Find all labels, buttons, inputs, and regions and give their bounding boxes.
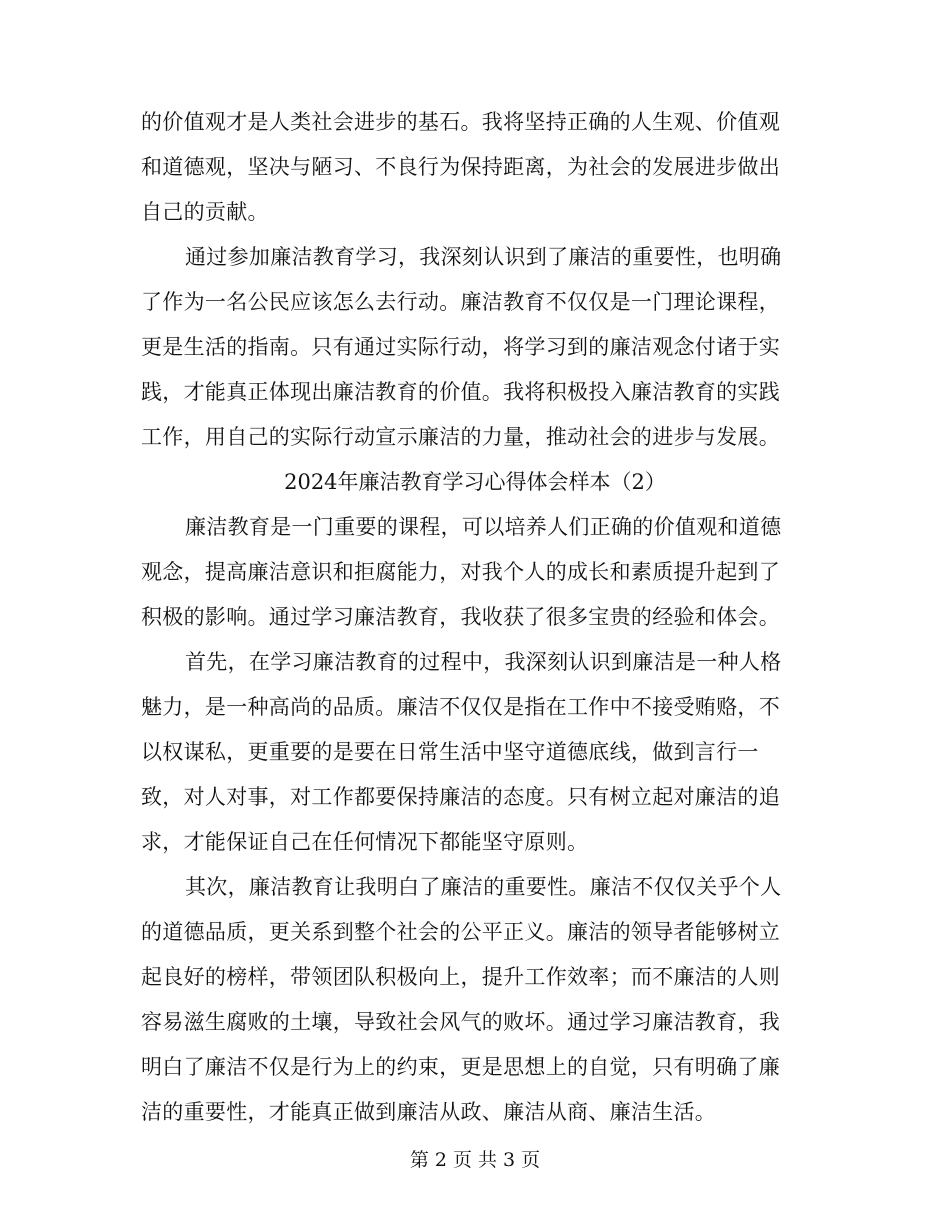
text-line: 和道德观，坚决与陋习、不良行为保持距离，为社会的发展进步做出 (141, 155, 780, 179)
text-line: 容易滋生腐败的土壤，导致社会风气的败坏。通过学习廉洁教育，我 (141, 1010, 780, 1034)
page-number-footer: 第 2 页 共 3 页 (409, 1149, 541, 1171)
text-line: 求，才能保证自己在任何情况下都能坚守原则。 (141, 830, 589, 854)
text-line: 明白了廉洁不仅是行为上的约束，更是思想上的自觉，只有明确了廉 (141, 1055, 780, 1079)
text-line: 首先，在学习廉洁教育的过程中，我深刻认识到廉洁是一种人格 (185, 650, 782, 674)
text-line: 更是生活的指南。只有通过实际行动，将学习到的廉洁观念付诸于实 (141, 335, 780, 359)
text-line: 起良好的榜样，带领团队积极向上，提升工作效率；而不廉洁的人则 (141, 965, 780, 989)
paragraph (141, 505, 809, 640)
text-line: 洁的重要性，才能真正做到廉洁从政、廉洁从商、廉洁生活。 (141, 1100, 717, 1124)
document-body (141, 100, 809, 1135)
text-line: 积极的影响。通过学习廉洁教育，我收获了很多宝贵的经验和体会。 (141, 605, 780, 629)
text-line: 了作为一名公民应该怎么去行动。廉洁教育不仅仅是一门理论课程， (141, 290, 780, 314)
paragraph (141, 640, 809, 865)
text-line: 其次，廉洁教育让我明白了廉洁的重要性。廉洁不仅仅关乎个人 (185, 875, 782, 899)
text-line: 工作，用自己的实际行动宣示廉洁的力量，推动社会的进步与发展。 (141, 425, 780, 449)
text-line: 观念，提高廉洁意识和拒腐能力，对我个人的成长和素质提升起到了 (141, 560, 780, 584)
paragraph-continuation (141, 100, 809, 235)
text-line: 自己的贡献。 (141, 200, 269, 224)
paragraph (141, 865, 809, 1135)
section-title: 2024年廉洁教育学习心得体会样本（2） (284, 470, 666, 494)
text-line: 的价值观才是人类社会进步的基石。我将坚持正确的人生观、价值观 (141, 110, 780, 134)
text-line: 的道德品质，更关系到整个社会的公平正义。廉洁的领导者能够树立 (141, 920, 780, 944)
paragraph (141, 235, 809, 460)
text-line: 以权谋私，更重要的是要在日常生活中坚守道德底线，做到言行一 (141, 740, 759, 764)
text-line: 践，才能真正体现出廉洁教育的价值。我将积极投入廉洁教育的实践 (141, 380, 780, 404)
text-line: 致，对人对事，对工作都要保持廉洁的态度。只有树立起对廉洁的追 (141, 785, 780, 809)
text-line: 通过参加廉洁教育学习，我深刻认识到了廉洁的重要性，也明确 (185, 245, 782, 269)
text-line: 廉洁教育是一门重要的课程，可以培养人们正确的价值观和道德 (185, 515, 782, 539)
text-line: 魅力，是一种高尚的品质。廉洁不仅仅是指在工作中不接受贿赂，不 (141, 695, 780, 719)
